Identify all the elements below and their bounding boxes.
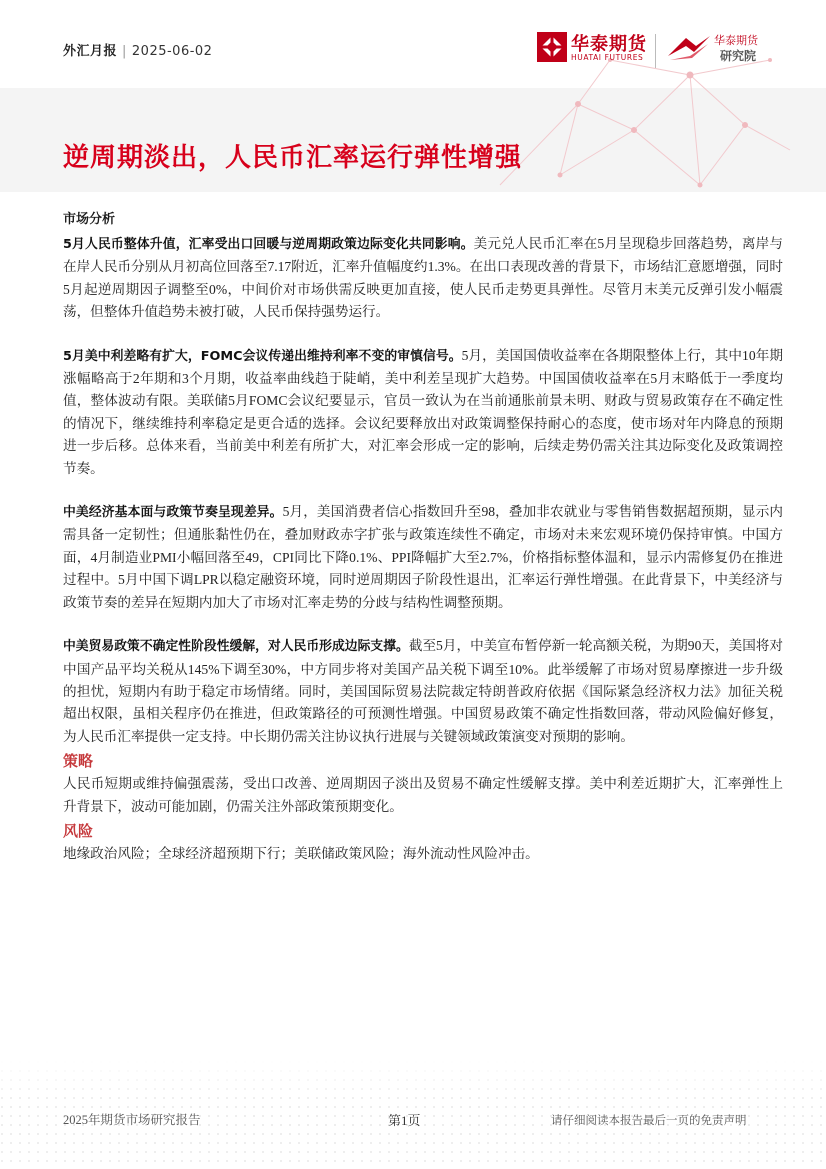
market-analysis-label: 市场分析 [63, 212, 116, 227]
paragraph-lead: 5月人民币整体升值，汇率受出口回暖与逆周期政策边际变化共同影响。 [63, 237, 474, 252]
paragraph-lead: 中美经济基本面与政策节奏呈现差异。 [63, 505, 283, 521]
report-meta [63, 40, 212, 59]
paragraph-body: 截至5月，中美宣布暂停新一轮高额关税，为期90天，美国将对中国产品平均关税从145%下调至30%，中方同步将对美国产品关税下调至10%。此举缓解了市场对贸易摩擦进一步升级的担忧，短期内有助于稳定市场情绪。同时，美国国际贸易法院裁定特朗普政府依据《国际紧急经济权力法》加征关税超出权限，虽相关程序仍在推进，但政策路径的可预测性增强。中国贸易政策不确定性指数回落，带动风险偏好修复，为人民币汇率提供一定支持。中长期仍需关注协议执行进展与关键领域政策演变对预期的影响。 [63, 638, 783, 744]
strategy-text: 人民币短期或维持偏强震荡，受出口改善、逆周期因子淡出及贸易不确定性缓解支撑。美中利差近期扩大，汇率弹性上升背景下，波动可能加剧，仍需关注外部政策预期变化。 [63, 776, 783, 814]
brand-subtitle: HUATAI FUTURES [571, 53, 644, 62]
report-type: 外汇月报 [63, 44, 118, 59]
paragraph-lead: 5月美中利差略有扩大，FOMC会议传递出维持利率不变的审慎信号。 [63, 348, 462, 364]
report-date: 2025-06-02 [131, 44, 213, 59]
strategy-heading: 策略 [63, 752, 94, 771]
institute-brand-name: 华泰期货 [714, 34, 758, 47]
report-body [63, 210, 783, 867]
paragraph-body: 5月，美国消费者信心指数回升至98，叠加非农就业与零售销售数据超预期，显示内需具备一定韧性；但通胀黏性仍在，叠加财政赤字扩张与政策连续性不确定，市场对未来宏观环境仍保持审慎。中国方面，4月制造业PMI小幅回落至49，CPI同比下降0.1%、PPI降幅扩大至2.7%，价格指标整体温和，显示内需修复仍在推进过程中。5月中国下调LPR以稳定融资环境，同时逆周期因子阶段性退出，汇率运行弹性增强。在此背景下，中美经济与政策节奏的差异在短期内加大了市场对汇率走势的分歧与结构性调整预期。 [63, 504, 783, 610]
paragraph-body: 美元兑人民币汇率在5月呈现稳步回落趋势，离岸与在岸人民币分别从月初高位回落至7.17附近，汇率升值幅度约1.3%。在出口表现改善的背景下，市场结汇意愿增强，同时5月起逆周期因子调整至0%，中间价对市场供需反映更加直接，使人民币走势更具弹性。尽管月末美元反弹引发小幅震荡，但整体升值趋势未被打破，人民币保持强势运行。 [63, 236, 784, 320]
page-number: 第1页 [388, 1113, 421, 1128]
institute-name: 研究院 [720, 49, 757, 63]
disclaimer-notice: 请仔细阅读本报告最后一页的免责声明 [551, 1113, 747, 1127]
risk-text: 地缘政治风险；全球经济超预期下行；美联储政策风险；海外流动性风险冲击。 [63, 845, 539, 861]
footer-report-series: 2025年期货市场研究报告 [63, 1113, 201, 1127]
brand-divider [655, 34, 656, 68]
analysis-paragraph [63, 501, 783, 614]
meta-separator: | [122, 44, 127, 59]
paragraph-body: 5月，美国国债收益率在各期限整体上行，其中10年期涨幅略高于2年期和3个月期，收益率曲线趋于陡峭，美中利差呈现扩大趋势。中国国债收益率在5月末略低于一季度均值，整体波动有限。美联储5月FOMC会议纪要显示，官员一致认为在当前通胀前景未明、财政与贸易政策存在不确定性的情况下，继续维持利率稳定是更合适的选择。会议纪要释放出对政策调整保持耐心的态度，使市场对年内降息的预期进一步后移。总体来看，当前美中利差有所扩大，对汇率会形成一定的影响，后续走势仍需关注其边际变化及政策调控节奏。 [63, 347, 783, 476]
huatai-logo-icon [537, 32, 567, 62]
analysis-paragraph [63, 233, 783, 324]
brand-name: 华泰期货 [571, 34, 647, 55]
analysis-paragraph [63, 345, 783, 480]
paragraph-lead: 中美贸易政策不确定性阶段性缓解，对人民币形成边际支撑。 [63, 639, 409, 655]
institute-swoosh-icon [666, 34, 712, 62]
analysis-paragraph [63, 635, 783, 748]
report-title: 逆周期淡出，人民币汇率运行弹性增强 [63, 143, 523, 173]
risk-heading: 风险 [63, 821, 94, 840]
page-header [0, 0, 826, 200]
